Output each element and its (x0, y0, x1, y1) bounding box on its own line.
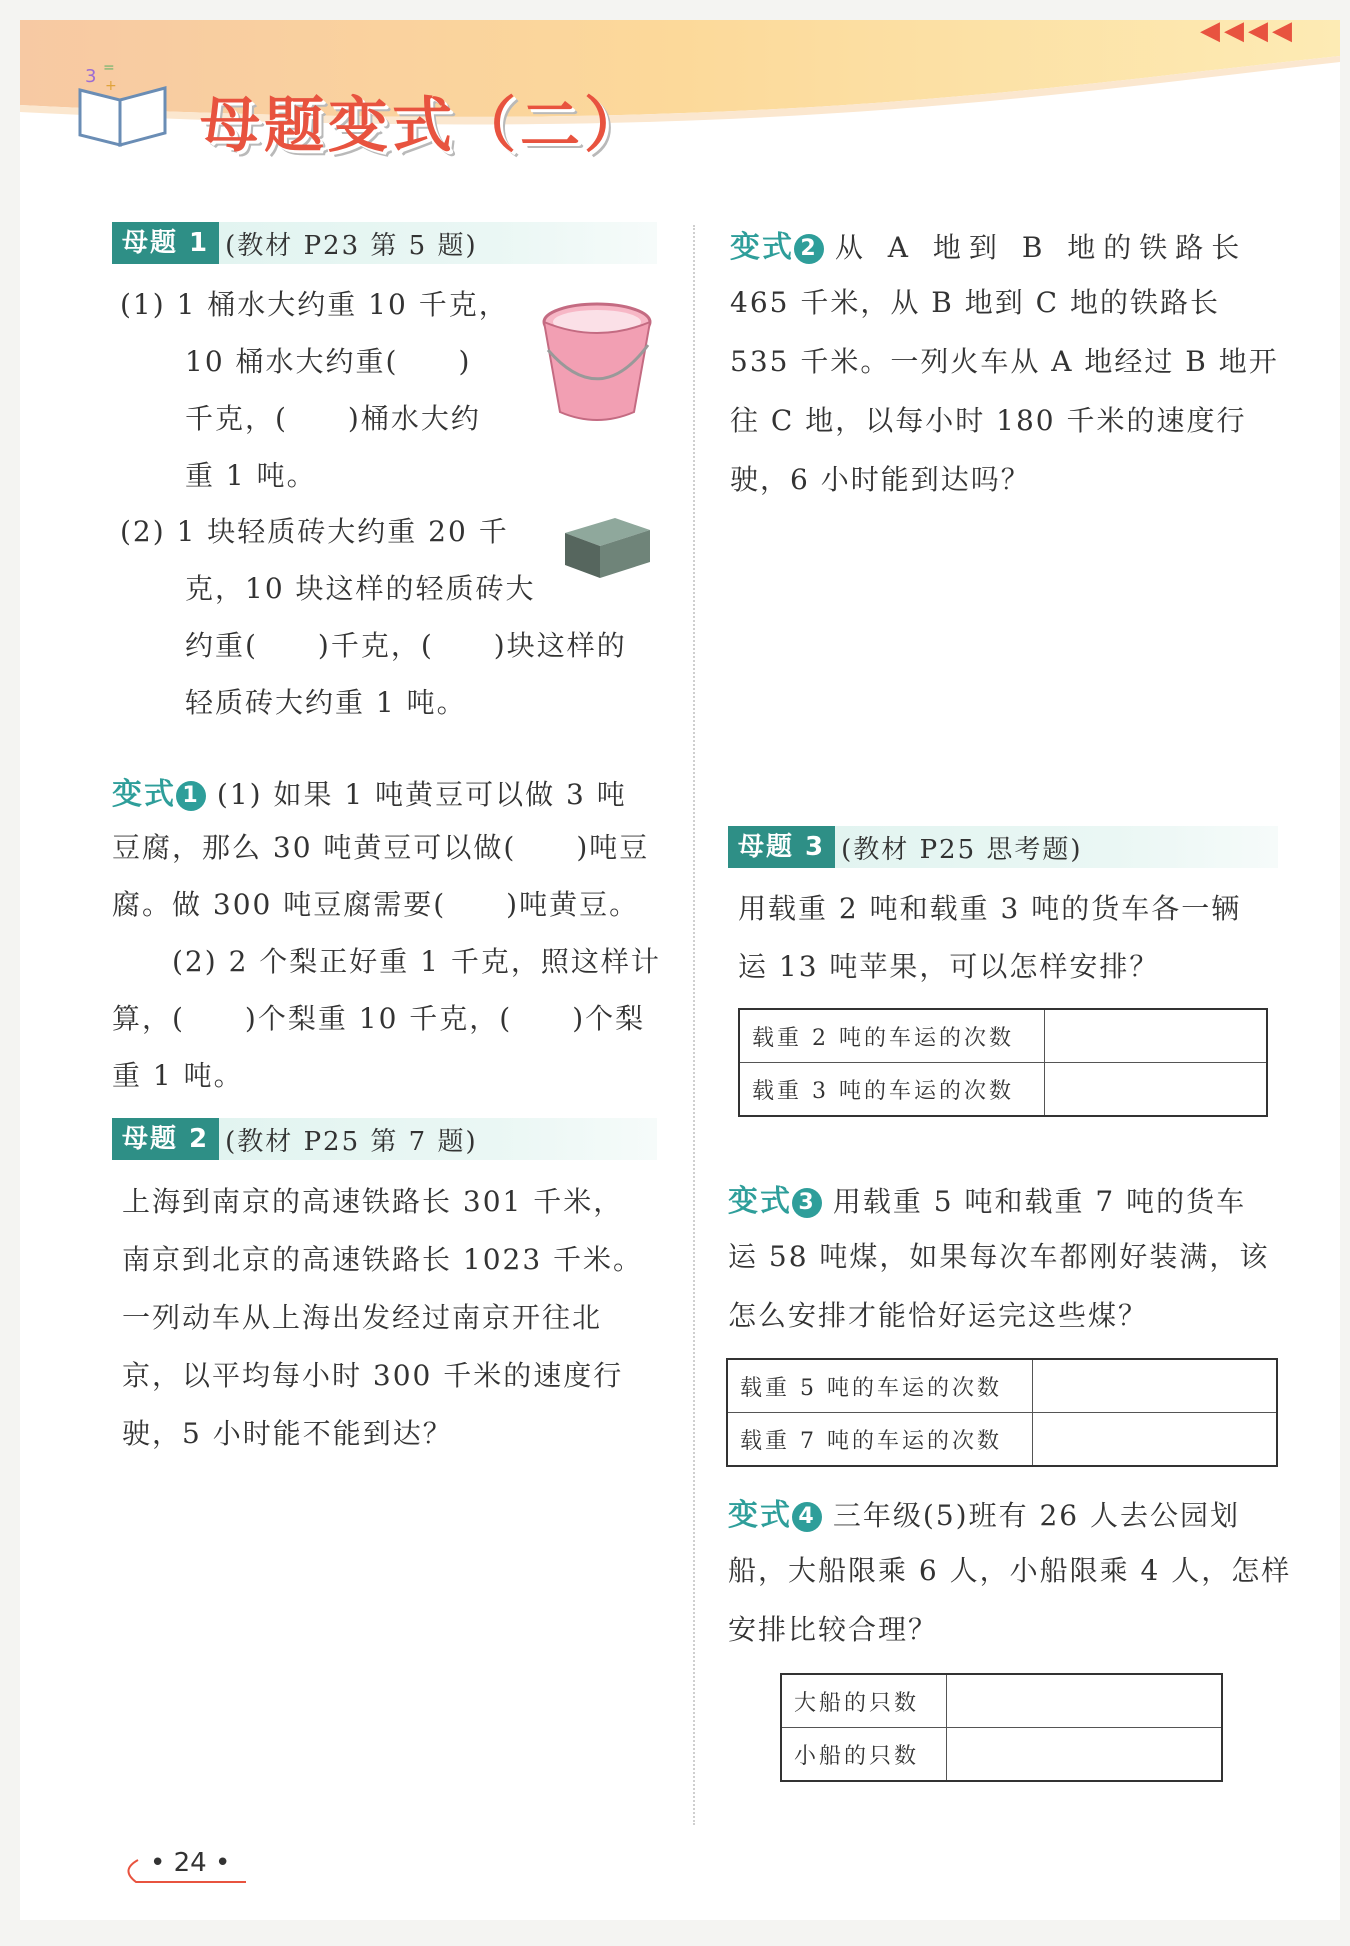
m2-line: 京，以平均每小时 300 千米的速度行 (122, 1359, 624, 1392)
book-icon (75, 60, 175, 150)
table-row (781, 1674, 1222, 1728)
variant-2-line: 535 千米。一列火车从 A 地经过 B 地开 (730, 345, 1279, 378)
m2-line: 一列动车从上海出发经过南京开往北 (122, 1301, 603, 1334)
answer-cell[interactable] (947, 1728, 1223, 1782)
variant-label: 变式 (728, 1498, 792, 1533)
row-label: 小船的只数 (781, 1728, 947, 1782)
answer-table-v4 (780, 1673, 1223, 1782)
variant-text: (1) 如果 1 吨黄豆可以做 3 吨 (216, 778, 627, 811)
source-label: (教材 P25 思考题) (841, 834, 1083, 865)
table-row (739, 1063, 1267, 1117)
answer-table-v3 (726, 1358, 1278, 1467)
page-number: • 24 • (150, 1848, 231, 1878)
m1-q1-line: 重 1 吨。 (185, 459, 317, 492)
variant-2-line: 465 千米，从 B 地到 C 地的铁路长 (730, 286, 1220, 319)
answer-cell[interactable] (1033, 1413, 1278, 1467)
mother-problem-2-header (112, 1118, 657, 1160)
m1-q2-line: 克，10 块这样的轻质砖大 (185, 572, 536, 605)
variant-4-line: 船，大船限乘 6 人，小船限乘 4 人，怎样 (728, 1554, 1292, 1587)
variant-number-badge: 4 (792, 1502, 822, 1532)
variant-4-line: 安排比较合理？ (728, 1613, 939, 1646)
variant-number-badge: 3 (792, 1188, 822, 1218)
page-title: 母题变式（二） (200, 91, 648, 161)
variant-1-line (112, 769, 627, 813)
m1-q2-line: (2) 1 块轻质砖大约重 20 千 (120, 515, 509, 548)
variant-3-line (728, 1176, 1246, 1220)
m1-q1-line: 10 桶水大约重( ) (185, 345, 472, 378)
table-row (727, 1413, 1277, 1467)
tag-label: 母题 2 (112, 1118, 219, 1160)
answer-cell[interactable] (1033, 1359, 1278, 1413)
variant-1-line: 算，( )个梨重 10 千克，( )个梨 (112, 1002, 646, 1035)
m3-line: 运 13 吨苹果，可以怎样安排？ (738, 950, 1160, 983)
answer-cell[interactable] (1045, 1063, 1268, 1117)
m3-line: 用载重 2 吨和载重 3 吨的货车各一辆 (738, 892, 1242, 925)
variant-label: 变式 (112, 777, 176, 812)
m1-q2-line: 约重( )千克，( )块这样的 (185, 629, 627, 662)
variant-1-line: (2) 2 个梨正好重 1 千克，照这样计 (172, 945, 661, 978)
variant-text: 从 A 地到 B 地的铁路长 (834, 231, 1248, 264)
row-label: 大船的只数 (781, 1674, 947, 1728)
variant-1-line: 腐。做 300 吨豆腐需要( )吨黄豆。 (112, 888, 640, 921)
variant-number-badge: 2 (794, 234, 824, 264)
answer-cell[interactable] (1045, 1009, 1268, 1063)
variant-2-line: 往 C 地，以每小时 180 千米的速度行 (730, 404, 1247, 437)
variant-1-line: 豆腐，那么 30 吨黄豆可以做( )吨豆 (112, 831, 650, 864)
svg-text:=: = (103, 60, 115, 76)
variant-3-line: 运 58 吨煤，如果每次车都刚好装满，该 (728, 1240, 1270, 1273)
table-row (781, 1728, 1222, 1782)
svg-text:3: 3 (85, 66, 97, 87)
source-label: (教材 P23 第 5 题) (225, 230, 478, 261)
tag-label: 母题 3 (728, 826, 835, 868)
svg-text:+: + (105, 78, 117, 94)
variant-2-line (730, 222, 1247, 266)
variant-text: 三年级(5)班有 26 人去公园划 (832, 1499, 1240, 1532)
variant-text: 用载重 5 吨和载重 7 吨的货车 (832, 1185, 1247, 1218)
row-label: 载重 5 吨的车运的次数 (727, 1359, 1033, 1413)
variant-3-line: 怎么安排才能恰好运完这些煤？ (728, 1299, 1149, 1332)
m2-line: 驶，5 小时能不能到达？ (122, 1417, 453, 1450)
brick-icon (560, 508, 655, 583)
bucket-icon (540, 300, 655, 430)
arrow-decoration: ◀◀◀◀ (1200, 16, 1296, 46)
column-divider (693, 225, 695, 1825)
variant-1-line: 重 1 吨。 (112, 1059, 244, 1092)
row-label: 载重 2 吨的车运的次数 (739, 1009, 1045, 1063)
variant-2-line: 驶，6 小时能到达吗？ (730, 463, 1031, 496)
table-row (727, 1359, 1277, 1413)
tag-label: 母题 1 (112, 222, 219, 264)
answer-cell[interactable] (947, 1674, 1223, 1728)
m1-q1-line: 千克，( )桶水大约 (185, 402, 481, 435)
variant-number-badge: 1 (176, 781, 206, 811)
mother-problem-3-header (728, 826, 1278, 868)
m1-q1-line: (1) 1 桶水大约重 10 千克， (120, 288, 509, 321)
row-label: 载重 3 吨的车运的次数 (739, 1063, 1045, 1117)
m1-q2-line: 轻质砖大约重 1 吨。 (185, 686, 467, 719)
m2-line: 上海到南京的高速铁路长 301 千米， (122, 1185, 624, 1218)
m2-line: 南京到北京的高速铁路长 1023 千米。 (122, 1243, 644, 1276)
variant-label: 变式 (728, 1184, 792, 1219)
variant-4-line (728, 1490, 1240, 1534)
table-row (739, 1009, 1267, 1063)
answer-table-m3 (738, 1008, 1268, 1117)
source-label: (教材 P25 第 7 题) (225, 1126, 478, 1157)
variant-label: 变式 (730, 230, 794, 265)
row-label: 载重 7 吨的车运的次数 (727, 1413, 1033, 1467)
mother-problem-1-header (112, 222, 657, 264)
